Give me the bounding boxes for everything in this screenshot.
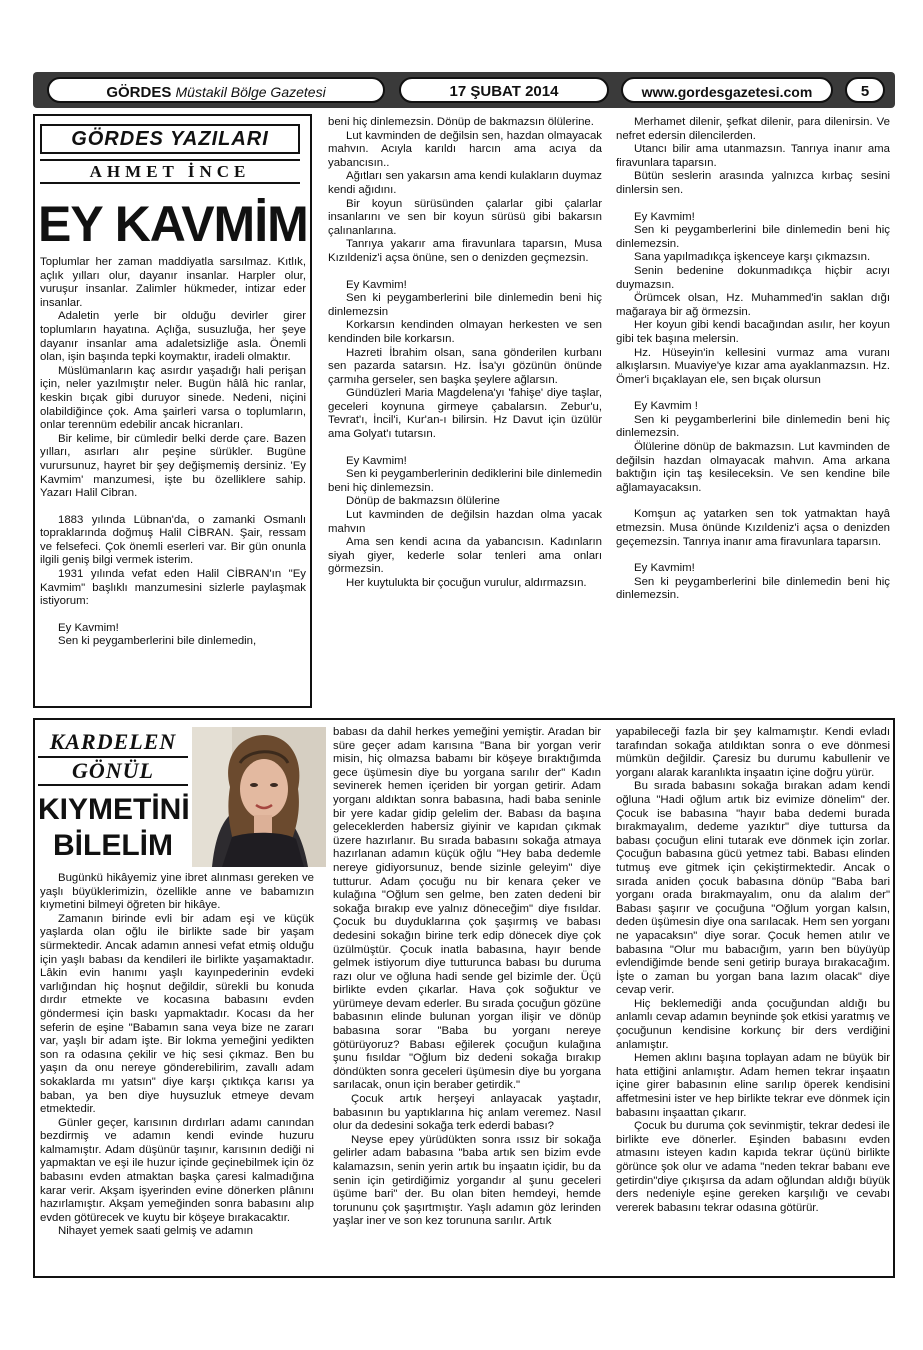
paragraph: Ey Kavmim! [346, 454, 407, 467]
paragraph: Toplumlar her zaman maddiyatla sarsılmaz. Kıtlık, açlık yılları olur, dayanır insanlar. Harpler olur, vuruşur insanlar. Zalimler hükmeder, intizar eder insanlar. [40, 256, 306, 309]
article2-column-1 [40, 872, 314, 1239]
paragraph: Müslümanların kaç asırdır yaşadığı hali perişan için, neler yazılmıştır neler. Bugün hâlâ hic ranlar, keskin bıçak gibi duruyor sinede. Nedeni, niçini olabildiğince çok. Ama şairleri varsa o toplumların, onlar terennüm edebilir ancak hicranları. [40, 364, 306, 432]
paragraph: Her kuytulukta bir çocuğun vurulur, aldırmazsın. [346, 577, 587, 589]
author-divider [38, 784, 188, 786]
paragraph: Neyse epey yürüdükten sonra ıssız bir sokağa gelirler adam babasına "baba artık sen bizim evde kalamazsın, senin yerin artık bu inşaatın içidir, bu da senin için getirdiğimiz yorgandır al şunu geceleri üşüme bari" der. Bu olan biten hemdeyi, hemde torununu çok şaşırtmıştır. Yaşlı adamın göz lerinden yaşlar iner ve son kez torununa sarılır. Artık [333, 1133, 601, 1228]
paragraph: Zamanın birinde evli bir adam eşi ve küçük yaşlarda olan oğlu ile birlikte sade bir yaşam sürmektedir. Ancak adamın annesi vefat etmiş olduğu için yaşlı babası da kendileri ile birlikte yaşamaktadır. Lâkin evin hanımı yaşlı kayınpederinin evdeki varlığından hiç hoşnut değildir, sürekli bu konuda dırdır etmekte ve kocasına babasını evden göndermesi için baskı yapmaktadır. Kocası da her seferin de eşine "Babamın sana veya bize ne zararı var, yaşlı bir adam işte. Bir lokma yemeğini yedikten son ra odasına çekilir ve hiç sesi çıkmaz. Ben bu yaşın da onu nereye gönderebilirim, zavallı adam sokaklarda mı yatsın" diye karşı çıktıkça karısı ya baban, ya ben diye huysuzluk etmeye devam etmektedir. [40, 912, 314, 1116]
paragraph: Lut kavminden de değilsin hazdan olma yacak mahvın [328, 509, 602, 535]
paper-name: GÖRDES [106, 84, 172, 101]
paragraph: Sen ki peygamberlerini bile dinlemedin beni hiç dinlemezsin. [616, 413, 890, 440]
article1-column-3 [616, 116, 890, 603]
paragraph: Bugünkü hikâyemiz yine ibret alınması gereken ve yaşlı büyüklerimizin, özellikle anne ve babamızın kıymetini bilmeyi öğreten bir hikâye. [40, 872, 314, 912]
page-number: 5 [845, 77, 885, 103]
paragraph: Çocuk artık herşeyi anlayacak yaştadır, babasının bu yaptıklarına hiç anlam veremez. Nasıl olur da dedesini sokağa terk ederdi babası? [333, 1093, 601, 1133]
paragraph: Tanrıya yakarır ama firavunlara taparsın, Musa Kızıldeniz'i açsa önüne, sen o denizden geçmezsin. [328, 238, 602, 264]
article1-title: EY KAVMİM [38, 196, 308, 252]
paragraph: Her koyun gibi kendi bacağından asılır, her koyun gibi tek başına melersin. [616, 319, 890, 345]
paragraph: Ey Kavmim! [634, 562, 695, 575]
paragraph: Hemen aklını başına toplayan adam ne büyük bir hata ettiğini anlamıştır. Adam hemen tekrar inşaatın içine girer babasının eline sarılıp öperek kendisini affetmesini ister ve hep birlikte tekrar eve dönmek için babasını inşaattan çıkarır. [616, 1052, 890, 1119]
paragraph: Çocuk bu duruma çok sevinmiştir, tekrar dedesi ile birlikte eve dönerler. Eşinden babasını evden atmasını isteyen kadın kapıda tekrar üçünü birlikte görünce şok olur ve adama "neden tekrar babanı eve getirdin"diye çıkışırsa da adam oğlundan aldığı büyük ders nedeniyle eşine gereken karşılığı ve cevabı vererek babasını tekrar odasına götürür. [616, 1120, 890, 1214]
paragraph: Komşun aç yatarken sen tok yatmaktan hayâ etmezsin. Musa önünde Kızıldeniz'i açsa o denizden geçemezsin. Tanrıya inanır ama firavunlara taparsın. [616, 508, 890, 548]
article2-title-line1: KIYMETİNİ [38, 793, 190, 826]
paragraph: Utancı bilir ama utanmazsın. Tanrıya inanır ama firavunlara taparsın. [616, 143, 890, 169]
article2-column-2 [333, 726, 601, 1229]
paragraph: Sen ki peygamberlerini bile dinlemedin beni hiç dinlemezsin [328, 292, 602, 318]
paragraph: Sana yapılmadıkça işkenceye karşı çıkmazsın. [634, 251, 871, 264]
paragraph: babası da dahil herkes yemeğini yemiştir. Aradan bir süre geçer adam karısına "Bana bir yorgan verir misin, hiç olmazsa babamı bir köşeye bıraktığımda gece üşümesin diye bu yorgana sarılır der" Kadın sevinerek hemen içeriden bir yorgan getirir. Adam yorganı aldıktan sonra babasına, hadi baba seninle bir yere kadar gidip gelelim der. Babası da başına geleceklerden habersiz giyinir ve kapıdan çıkmak üzere hazırlanır. Bu sırada babasını sokağa atmaya hazırlanan adamın küçük oğlu "Hey baba dedemle nereye gidiyorsunuz, bende sizinle geleyim" diye tutturur. Adam çocuğu nu bir kenara çeker ve kulağına "Oğlum sen gelme, ben zaten dedeni bir sokağa bırakıp eve yalnız döneceğim" diye fısıldar. Çocuk bu duyduklarına çok şaşırmış ve babası dedesini sokağın birine terk edip dönecek diye çok üzülmüştür. Çocuk inatla babasına, hayır bende gelmek istiyorum diye tutturunca babası bu duruma razı olur ve oğluna hadi sende gel bizimle der. Üçü birlikte evden çıkarlar. Hava çok soğuktur ve yürümeye devam ederler. Bu sırada çocuğun gözüne babasının elinde bulunan yorgan ilişir ve dönüp babasına sorar "Baba bu yorganı nereye götürüyoruz? Babası eğilerek çocuğun kulağına şunu fısıldar "Oğlum biz dedeni sokağa bırakıp döndükten sonra geceleri üşümesin diye bu yorgana sarılacak, onun için beraber getirdik." [333, 726, 601, 1092]
paragraph: beni hiç dinlemezsin. Dönüp de bakmazsın ölülerine. [328, 116, 594, 128]
article2-author-first: KARDELEN [49, 729, 177, 754]
article2-author-last: GÖNÜL [72, 758, 154, 783]
article2-title-line2: BİLELİM [53, 829, 173, 862]
author-photo [192, 727, 326, 867]
article1-column-1 [40, 256, 306, 649]
article1-author: AHMET İNCE [40, 162, 300, 182]
issue-date: 17 ŞUBAT 2014 [399, 77, 609, 103]
paragraph: 1883 yılında Lübnan'da, o zamanki Osmanlı topraklarında doğmuş Halil CİBRAN. Şair, ressam ve felsefeci. Çok önemli eserleri var. Bir gün onunla ilgili geniş bilgi vermek isterim. [40, 513, 306, 567]
paragraph: Ey Kavmim ! [634, 400, 698, 413]
paragraph: Ama sen kendi acına da yabancısın. Kadınların siyah giyer, kederle solar tenleri ama onları görmezsin. [328, 536, 602, 576]
paragraph: Bu sırada babasını sokağa bırakan adam kendi oğluna "Hadi oğlum artık biz evimize dönelim" der. Çocuk ise babasına "hayır baba dedemi burada bırakmayalım, dedeme yazıktır" diye tuttursa da babası çocuğun elini tutarak eve dönmek için zorlar. Çocuğun babasına gücü yetmez tabi. Babası elinden tutmuş eve gitmek için çekiştirmektedir. Ancak o sırada aniden çocuk babasına dönüp "Baba bari yorganı orada bırakmayalım, onu da alalım der" Babası şaşırır ve çocuğuna "Oğlum yorgan kalsın, deden üşümesin diye ona sarılacak. Hem sen yorganı ne yapacaksın" diye sorar. Çocuk hemen atılır ve babasına "Olur mu babacığım, yarın ben büyüyüp evlendiğimde bende seni getirip buraya bırakacağım. İşte o zaman bu yorgan bana lazım olacak" diye cevap verir. [616, 780, 890, 997]
paragraph: Ey Kavmim! [58, 621, 119, 634]
paragraph: Ey Kavmim! [346, 278, 407, 291]
article1-column-2 [328, 116, 602, 591]
paper-masthead [47, 77, 385, 103]
paragraph: Örümcek olsan, Hz. Muhammed'in saklan dığı mağaraya bir ağ örmezsin. [616, 292, 890, 318]
paper-subtitle: Müstakil Bölge Gazetesi [175, 84, 326, 100]
paragraph: Senin bedenine dokunmadıkça hiçbir acıyı duymazsın. [616, 264, 890, 291]
author-portrait-image [192, 727, 326, 867]
paragraph: Adaletin yerle bir olduğu devirler girer toplumların hayatına. Açlığa, susuzluğa, her şeye dayanır insanlar ama adaletsizliğe asla. Önemli olan, işin başında tepki koymaktır, iradeli olmaktır. [40, 310, 306, 364]
paragraph: 1931 yılında vefat eden Halil CİBRAN'ın "Ey Kavmim" başlıklı manzumesini sizlerle paylaşmak istiyorum: [40, 568, 306, 608]
paragraph: Dönüp de bakmazsın ölülerine [346, 495, 500, 508]
paragraph: Sen ki peygamberlerinin dediklerini bile dinlemedin beni hiç dinlemezsin. [328, 468, 602, 494]
paragraph: Lut kavminden de değilsin sen, hazdan olmayacak mahvın. Acıyla karıldı harcın ama acıya da yabancısın.. [328, 129, 602, 169]
paragraph: Gündüzleri Maria Magdelena'yı 'fahişe' diye taşlar, geceleri koynuna girmeye çabalarsın. Zebur'u, Tevrat'ı, İncil'i, Kur'an-ı bilirsin. Hz Davut için üzülür ama Golyat'ı tutarsın. [328, 387, 602, 441]
paragraph: Nihayet yemek saati gelmiş ve adamın [58, 1225, 253, 1238]
page-header [33, 72, 895, 108]
paragraph: Bir kelime, bir cümledir belki derde çare. Bazen yılları, asırları alır peşine sürükler. Bugüne vurursunuz, hayret bir şey değişmemiş dersiniz. 'Ey Kavmim' manzumesi, işte bu özelliklere sahip. Yazarı Halil Cibran. [40, 432, 306, 500]
paragraph: Hazreti İbrahim olsan, sana gönderilen kurbanı sen pazarda satarsın. Hz. İsa'yı gözünün önünde çarmıha gerseler, sen başka şeylere ağlarsın. [328, 346, 602, 386]
paragraph: Ölülerine dönüp de bakmazsın. Lut kavminden de değilsin hazdan olmayacak mahvın. Ama arkana baktığın için taş kesileceksin. Ve sen kendine bile ağlamayacaksın. [616, 441, 890, 494]
paragraph: Ağıtları sen yakarsın ama kendi kulakların duymaz kendi ağıdını. [328, 170, 602, 196]
paragraph: Hiç beklemediği anda çocuğundan aldığı bu anlamlı cevap adamın beyninde şok etkisi yaratmış ve çocuğunun kendisine korkunç bir ders verdiğini anlamıştır. [616, 997, 890, 1051]
paragraph: Hz. Hüseyin'in kellesini vurmaz ama vuranı alkışlarsın. Muaviye'ye kızar ama ayaklanmazsın. Hz. Ömer'i bıçaklayan ele, sen bıçak olursun [616, 346, 890, 386]
paragraph: Sen ki peygamberlerini bile dinlemedin beni hiç dinlemezsin. [616, 575, 890, 602]
article2-title [38, 792, 188, 864]
paragraph: Bütün seslerin arasında yalnızca kırbaç sesini dinlersin sen. [616, 170, 890, 196]
paragraph: Günler geçer, karısının dırdırları adamı canından bezdirmiş ve adamın kendi evinde huzuru kalmamıştır. Adam düşünür taşınır, karısının dediği ni yapmaktan ve eşi ile huzur içinde geçinebilmek için öz babasını evden atmaktan başka çaresi kalmadığına karar verir. Akşam işyerinden evine dönerken plânını hazırlamıştır. Akşam yemeğinden sonra babasını alıp evden götürecek ve kuytu bir köşeye bırakacaktır. [40, 1116, 314, 1224]
article2-column-3 [616, 726, 890, 1215]
paragraph: Sen ki peygamberlerini bile dinlemedin beni hiç dinlemezsin. [616, 224, 890, 250]
paragraph: Merhamet dilenir, şefkat dilenir, para dilenirsin. Ve nefret edersin dilencilerden. [616, 116, 890, 142]
paragraph: yapabileceği fazla bir şey kalmamıştır. Kendi evladı tarafından sokağa atıldıktan sonra o eve dönmesi mümkün değildir. Çaresiz bu durumu kabullenir ve yorganı alarak karanlıkta inşaatın içine doğru yürür. [616, 726, 890, 779]
paragraph: Ey Kavmim! [634, 210, 695, 223]
paragraph: Bir koyun sürüsünden çalarlar gibi çalarlar insanlarını ve sen bir koyun sürüsü gibi bakarsın çalınanlarına. [328, 197, 602, 237]
paragraph: Korkarsın kendinden olmayan herkesten ve sen kendinden bile korkarsın. [328, 319, 602, 345]
website-link[interactable]: www.gordesgazetesi.com [621, 77, 833, 103]
section-title: GÖRDES YAZILARI [40, 124, 300, 154]
paragraph: Sen ki peygamberlerini bile dinlemedin, [58, 635, 257, 648]
